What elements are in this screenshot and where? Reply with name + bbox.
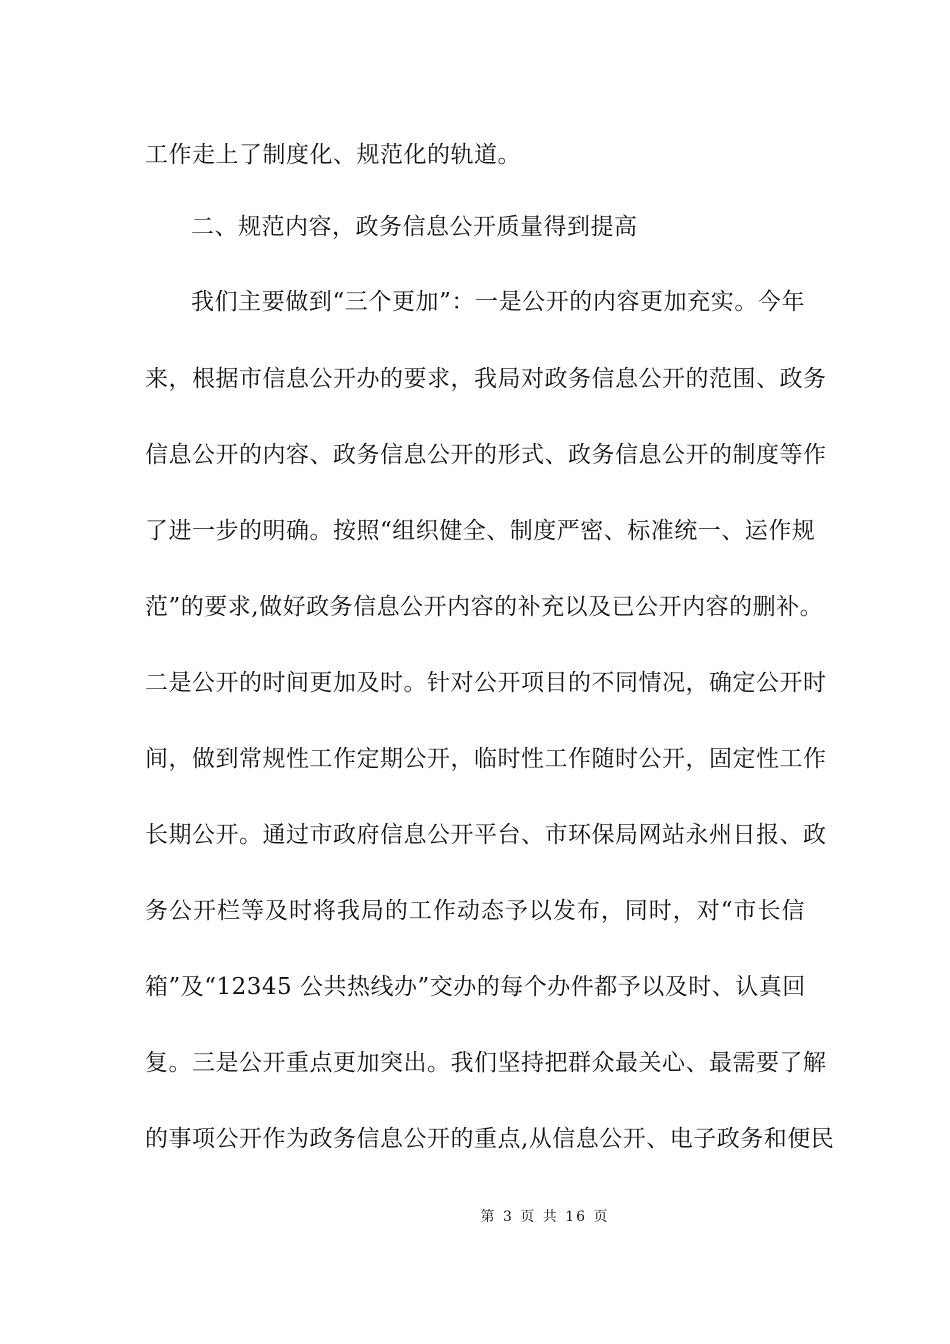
section-heading: 二、规范内容，政务信息公开质量得到提高 — [191, 214, 638, 240]
paragraph-line-12: 箱”及“12345 公共热线办”交办的每个办件都予以及时、认真回 — [145, 974, 806, 1000]
paragraph-line-3: 我们主要做到“三个更加”：一是公开的内容更加充实。今年 — [191, 289, 805, 315]
paragraph-line-5: 信息公开的内容、政务信息公开的形式、政务信息公开的制度等作 — [145, 442, 827, 468]
paragraph-line-6: 了进一步的明确。按照“组织健全、制度严密、标准统一、运作规 — [145, 518, 816, 544]
paragraph-line-10: 长期公开。通过市政府信息公开平台、市环保局网站永州日报、政 — [145, 822, 827, 848]
paragraph-line-4: 来，根据市信息公开办的要求，我局对政务信息公开的范围、政务 — [145, 366, 827, 392]
paragraph-line-13: 复。三是公开重点更加突出。我们坚持把群众最关心、最需要了解 — [145, 1050, 827, 1076]
paragraph-line-14: 的事项公开作为政务信息公开的重点,从信息公开、电子政务和便民 — [145, 1126, 835, 1152]
paragraph-line-7: 范”的要求,做好政务信息公开内容的补充以及已公开内容的删补。 — [145, 594, 824, 620]
page-number-footer: 第 3 页 共 16 页 — [480, 1209, 610, 1225]
paragraph-line-8: 二是公开的时间更加及时。针对公开项目的不同情况，确定公开时 — [145, 670, 827, 696]
paragraph-line-9: 间，做到常规性工作定期公开，临时性工作随时公开，固定性工作 — [145, 746, 827, 772]
paragraph-line-1: 工作走上了制度化、规范化的轨道。 — [145, 142, 521, 168]
paragraph-line-11: 务公开栏等及时将我局的工作动态予以发布，同时，对“市长信 — [145, 898, 805, 924]
